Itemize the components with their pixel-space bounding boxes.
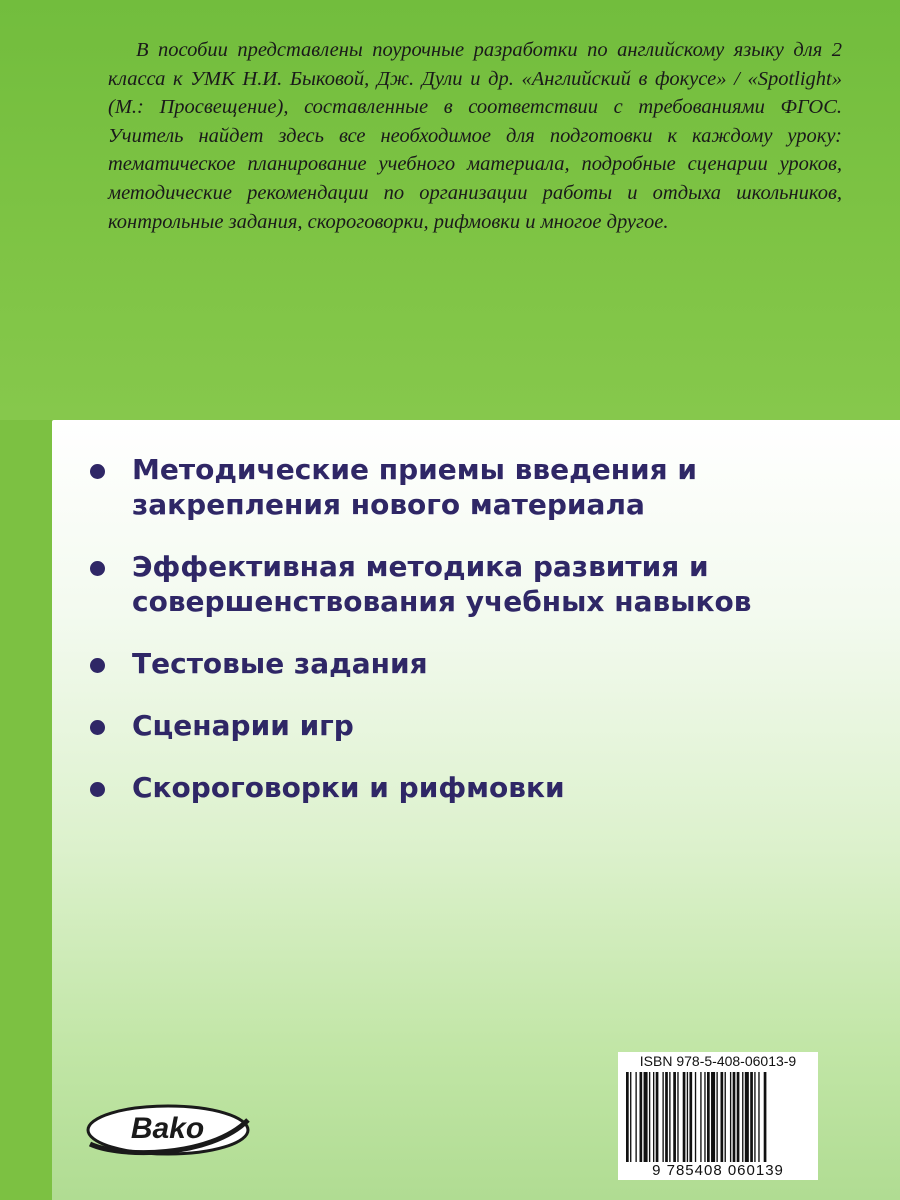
logo-text: Bako bbox=[130, 1112, 205, 1145]
bullet-icon bbox=[90, 782, 105, 797]
barcode-bar bbox=[725, 1072, 726, 1162]
barcode-bar bbox=[764, 1072, 767, 1162]
features-list bbox=[88, 452, 848, 832]
feature-item bbox=[88, 549, 848, 619]
barcode-bar bbox=[707, 1072, 710, 1162]
feature-text: Тестовые задания bbox=[132, 647, 428, 680]
barcode-digits: 9 785408 060139 bbox=[652, 1162, 784, 1179]
barcode-bar bbox=[662, 1072, 663, 1162]
bullet-icon bbox=[90, 464, 105, 479]
feature-item bbox=[88, 770, 848, 805]
barcode-bar bbox=[721, 1072, 724, 1162]
barcode-bar bbox=[649, 1072, 650, 1162]
book-description: В пособии представлены поурочные разработки по английскому языку для 2 класса к УМК Н.И. Быковой, Дж. Дули и др. «Английский в фокусе» / «Spotlight» (М.: Просвещение), составленные в соответствии с требованиями ФГОС. Учитель найдет здесь все необходимое для подготовки к каждому уроку: тематическое планирование учебного материала, подробные сценарии уроков, методические рекомендации по организации работы и отдыха школьников, контрольные задания, скороговорки, рифмовки и многое другое. bbox=[108, 39, 842, 233]
barcode-bar bbox=[656, 1072, 659, 1162]
barcode-area bbox=[618, 1052, 818, 1180]
barcode-bar bbox=[711, 1072, 715, 1162]
barcode-bar bbox=[677, 1072, 678, 1162]
barcode-bar bbox=[745, 1072, 749, 1162]
barcode-bar bbox=[733, 1072, 736, 1162]
barcode-bar bbox=[689, 1072, 692, 1162]
barcode-bar bbox=[683, 1072, 686, 1162]
barcode-icon bbox=[626, 1072, 810, 1162]
barcode-bar bbox=[742, 1072, 743, 1162]
bullet-icon bbox=[90, 658, 105, 673]
barcode-bar bbox=[754, 1072, 755, 1162]
barcode-bar bbox=[635, 1072, 636, 1162]
barcode-bar bbox=[640, 1072, 643, 1162]
feature-text: Скороговорки и рифмовки bbox=[132, 771, 565, 804]
bullet-icon bbox=[90, 720, 105, 735]
feature-item bbox=[88, 708, 848, 743]
barcode-bar bbox=[673, 1072, 676, 1162]
barcode-bar bbox=[758, 1072, 759, 1162]
feature-text: Эффективная методика развития и совершенствования учебных навыков bbox=[132, 550, 752, 618]
feature-item bbox=[88, 646, 848, 681]
feature-text: Сценарии игр bbox=[132, 709, 354, 742]
barcode-bar bbox=[687, 1072, 688, 1162]
bullet-icon bbox=[90, 561, 105, 576]
publisher-logo bbox=[80, 1100, 255, 1160]
barcode-bar bbox=[665, 1072, 668, 1162]
barcode-bar bbox=[644, 1072, 648, 1162]
isbn-label: ISBN 978-5-408-06013-9 bbox=[639, 1053, 797, 1069]
barcode-bar bbox=[750, 1072, 753, 1162]
feature-text: Методические приемы введения и закрепления нового материала bbox=[132, 453, 698, 521]
barcode-bar bbox=[716, 1072, 717, 1162]
barcode-bar bbox=[737, 1072, 740, 1162]
barcode-bar bbox=[626, 1072, 629, 1162]
feature-item bbox=[88, 452, 848, 522]
barcode-bar bbox=[704, 1072, 705, 1162]
barcode-bar bbox=[730, 1072, 731, 1162]
barcode-bar bbox=[630, 1072, 631, 1162]
barcode-bar bbox=[653, 1072, 654, 1162]
barcode-bar bbox=[695, 1072, 696, 1162]
barcode-bar bbox=[669, 1072, 670, 1162]
barcode-bar bbox=[700, 1072, 701, 1162]
